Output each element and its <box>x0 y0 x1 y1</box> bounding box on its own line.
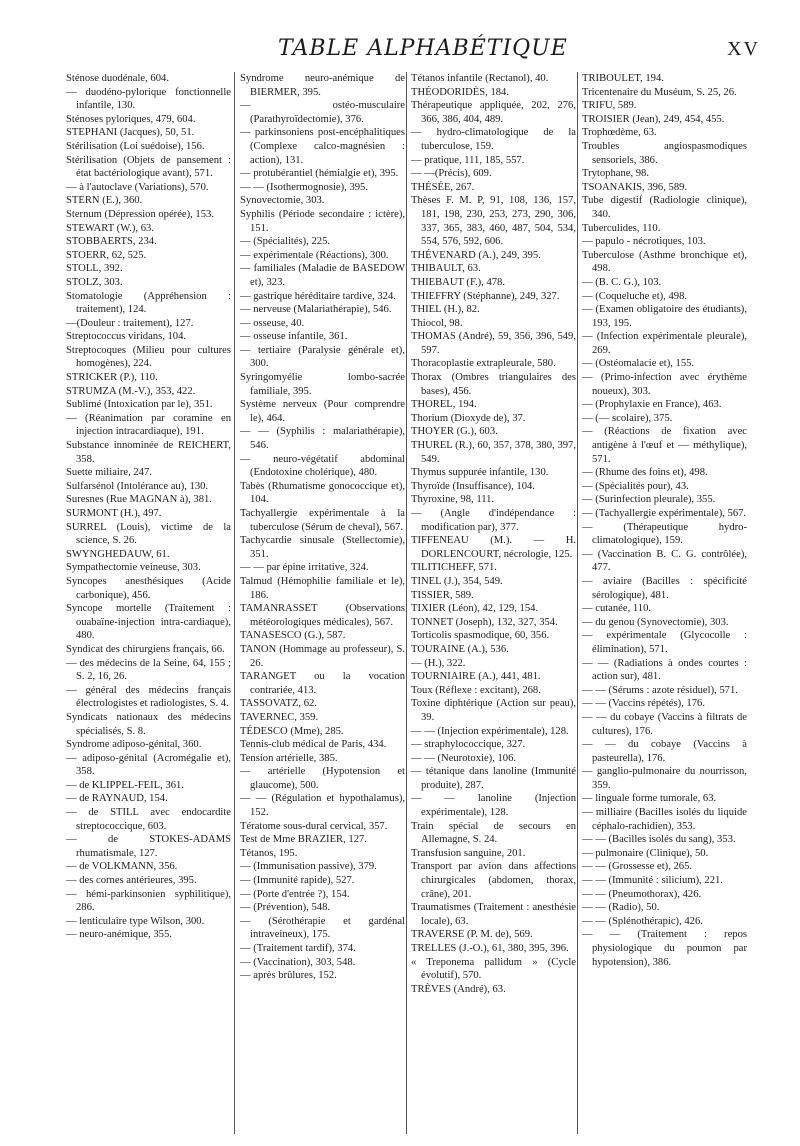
index-entry: THÉODORIDÈS, 184. <box>411 86 509 98</box>
index-entry: Tricentenaire du Muséum, S. 25, 26. <box>582 86 737 98</box>
index-entry: — (Réanimation par coramine en injection intracardiaque), 191. <box>66 412 231 438</box>
column-divider <box>577 72 578 1134</box>
index-entry: TOURNIAIRE (A.), 441, 481. <box>411 671 541 683</box>
index-entry: — — du cobaye (Vaccins à pasteurella), 176. <box>582 739 747 764</box>
index-entry: — — (Isothermognosie), 395. <box>240 181 368 193</box>
index-entry: Train spécial de secours en Allemagne, S. 24. <box>411 820 576 846</box>
index-entry: STEPHANI (Jacques), 50, 51. <box>66 127 195 139</box>
index-entry: — (Immunité rapide), 527. <box>240 875 355 887</box>
index-entry: Système nerveux (Pour comprendre le), 464. <box>240 399 405 424</box>
index-entry: STRICKER (P.), 110. <box>66 372 158 384</box>
index-entry: — parkinsoniens post-encéphalitiques (Complexe calco-magnésien : action), 131. <box>240 127 405 166</box>
index-entry: TRELLES (J.-O.), 61, 380, 395, 396. <box>411 943 569 954</box>
index-entry: — — (Traitement : repos physiologique du poumon par hypotension), 386. <box>582 929 747 968</box>
index-entry: Tétanos infantile (Rectanol), 40. <box>411 73 549 84</box>
index-entry: TIFFENEAU (M.). — H. DORLENCOURT, nécrologie, 125. <box>411 535 576 560</box>
index-entry: — linguale forme tumorale, 63. <box>582 793 717 805</box>
index-entry: TIXIER (Léon), 42, 129, 154. <box>411 603 539 615</box>
index-entry: — straphylococcique, 327. <box>411 739 526 751</box>
index-entry: — (Porte d'entrée ?), 154. <box>240 888 350 900</box>
index-entry: — expérimentale (Réactions), 300. <box>240 249 389 261</box>
index-entry: — cutanée, 110. <box>582 603 652 615</box>
index-entry: — de STOKES-ADAMS rhumatismale, 127. <box>66 834 231 859</box>
index-entry: — — (Radio), 50. <box>582 902 660 914</box>
index-entry: THUREL (R.), 60, 357, 378, 380, 397, 549. <box>411 440 576 465</box>
index-entry: Tabès (Rhumatisme gonococcique et), 104. <box>240 480 405 506</box>
index-entry: Thymus suppurée infantile, 130. <box>411 467 549 479</box>
index-entry: THOYER (G.), 603. <box>411 426 498 438</box>
column-divider <box>234 72 235 1134</box>
index-entry: Streptocoques (Milieu pour cultures homogènes), 224. <box>66 344 231 370</box>
index-entry: — ostéo-musculaire (Parathyroïdectomie), 376. <box>240 100 405 125</box>
index-entry: Syndrome adiposo-génital, 360. <box>66 739 202 751</box>
index-entry: — gastrique héréditaire tardive, 324. <box>240 290 396 302</box>
index-entry: —(Douleur : traitement), 127. <box>66 317 194 329</box>
page-header <box>0 36 800 66</box>
index-entry: — familiales (Maladie de BASEDOW et), 323. <box>240 263 405 288</box>
index-column-3 <box>411 72 576 1142</box>
column-divider <box>406 72 407 1134</box>
index-entry: Toxine diphtérique (Action sur peau), 39. <box>411 698 576 723</box>
index-entry: THÉSÉE, 267. <box>411 181 475 193</box>
index-entry: THIBAULT, 63. <box>411 263 481 275</box>
index-entry: — (— scolaire), 375. <box>582 412 673 424</box>
index-entry: STOERR, 62, 525. <box>66 249 147 261</box>
index-entry: — — (Neurotoxie), 106. <box>411 752 517 764</box>
index-entry: — — (Radiations à ondes courtes : action sur), 481. <box>582 657 747 683</box>
index-entry: — — (Pneumothorax), 426. <box>582 888 702 900</box>
index-entry: — — (Injection expérimentale), 128. <box>411 725 569 737</box>
index-entry: — (Primo-infection avec érythème noueux), 303. <box>582 372 747 397</box>
index-entry: Thiocol, 98. <box>411 317 463 329</box>
index-entry: Torticolis spasmodique, 60, 356. <box>411 630 550 642</box>
index-entry: — — du cobaye (Vaccins à filtrats de cultures), 176. <box>582 711 747 737</box>
index-entry: Suette miliaire, 247. <box>66 467 152 479</box>
index-entry: Suresnes (Rue MAGNAN à), 381. <box>66 494 212 506</box>
index-entry: — (Tachyallergie expérimentale), 567. <box>582 508 747 519</box>
index-entry: Tétanos, 195. <box>240 847 298 859</box>
index-entry: — pulmonaire (Clinique), 50. <box>582 847 709 859</box>
index-entry: Traumatismes (Traitement : anesthésie locale), 63. <box>411 902 576 927</box>
index-entry: TRIFU, 589. <box>582 100 637 112</box>
index-entry: — — par épine irritative, 324. <box>240 562 369 574</box>
index-entry: THIEFFRY (Stéphanne), 249, 327. <box>411 290 560 302</box>
index-entry: — — (Grossesse et), 265. <box>582 861 693 873</box>
index-entry: TRÈVES (André), 63. <box>411 983 506 995</box>
index-entry: TOURAINE (A.), 536. <box>411 643 509 655</box>
index-entry: — (B. C. G.), 103. <box>582 276 662 288</box>
index-entry: SURREL (Louis), victime de la science, S. 26. <box>66 521 231 547</box>
index-entry: — — (Bacilles isolés du sang), 353. <box>582 834 736 846</box>
index-entry: — de STILL avec endocardite streptococcique, 603. <box>66 807 231 832</box>
index-entry: Syndrome neuro-anémique de BIERMER, 395. <box>240 73 405 98</box>
index-entry: TINEL (J.), 354, 549. <box>411 575 503 587</box>
index-entry: — protubérantiel (hémialgie et), 395. <box>240 168 399 180</box>
index-entry: — papulo - nécrotiques, 103. <box>582 236 706 248</box>
index-entry: Tachycardie sinusale (Stellectomie), 351. <box>240 535 405 560</box>
index-entry: — (Vaccination), 303, 548. <box>240 956 356 968</box>
index-entry: Streptococcus viridans, 104. <box>66 331 187 343</box>
index-entry: Thèses F. M. P, 91, 108, 136, 157, 181, 198, 230, 253, 273, 290, 306, 337, 365, 383, 460, 487, 504, 534, 554, 576, 592, 606. <box>411 195 576 248</box>
index-entry: Tératome sous-dural cervical, 357. <box>240 820 388 832</box>
index-entry: — (Réactions de fixation avec antigène à l'œuf et — méthylique), 571. <box>582 426 747 465</box>
index-entry: Thérapeutique appliquée, 202, 276, 366, 386, 404, 489. <box>411 100 576 125</box>
index-entry: Stérilisation (Loi suédoise), 156. <box>66 140 205 152</box>
index-entry: — — (Vaccins répétés), 176. <box>582 698 705 710</box>
index-entry: Test de Mme BRAZIER, 127. <box>240 834 367 846</box>
index-entry: Syndicat des chirurgiens français, 66. <box>66 643 225 655</box>
index-entry: TASSOVATZ, 62. <box>240 698 317 710</box>
index-entry: STOLL, 392. <box>66 263 123 275</box>
index-entry: Tuberculides, 110. <box>582 222 661 234</box>
index-entry: — (Angle d'indépendance : modification par), 377. <box>411 508 576 533</box>
index-entry: TÉDESCO (Mme), 285. <box>240 725 344 737</box>
index-entry: Troubles angiospasmodiques sensoriels, 386. <box>582 140 747 166</box>
index-entry: Thoracoplastie extrapleurale, 580. <box>411 358 556 370</box>
index-entry: Syncope mortelle (Traitement : ouabaïne-injection intra-cardiaque), 480. <box>66 603 231 642</box>
index-entry: Tuberculose (Asthme bronchique et), 498. <box>582 249 747 275</box>
index-entry: — —(Précis), 609. <box>411 168 492 180</box>
index-entry: Toux (Réflexe : excitant), 268. <box>411 684 541 696</box>
index-entry: — — (Régulation et hypothalamus), 152. <box>240 793 405 819</box>
index-column-2 <box>240 72 405 1142</box>
index-entry: — (Examen obligatoire des étudiants), 193, 195. <box>582 304 747 329</box>
index-entry: Trytophane, 98. <box>582 168 649 180</box>
index-entry: — (Sérothérapie et gardénal intraveineux), 175. <box>240 915 405 941</box>
index-entry: TISSIER, 589. <box>411 589 474 601</box>
index-entry: — de VOLKMANN, 356. <box>66 861 178 873</box>
index-entry: THIEBAUT (F.), 478. <box>411 276 505 288</box>
index-entry: « Treponema pallidum » (Cycle évolutif), 570. <box>411 956 576 982</box>
index-entry: — duodéno-pylorique fonctionnelle infantile, 130. <box>66 86 231 112</box>
index-entry: — pratique, 111, 185, 557. <box>411 154 525 166</box>
index-entry: Tachyallergie expérimentale à la tuberculose (Sérum de cheval), 567. <box>240 508 405 533</box>
index-column-4 <box>582 72 747 1142</box>
index-entry: STOBBAERTS, 234. <box>66 236 157 248</box>
index-entry: Sympathectomie veineuse, 303. <box>66 562 201 574</box>
index-entry: — — (Immunité : silicium), 221. <box>582 875 723 887</box>
index-entry: TSOANAKIS, 396, 589. <box>582 181 688 193</box>
index-entry: — tertiaire (Paralysie générale et), 300. <box>240 344 405 370</box>
index-entry: Transport par avion dans affections chirurgicales (abdomen, thorax, crâne), 201. <box>411 861 576 900</box>
index-entry: — osseuse infantile, 361. <box>240 331 348 343</box>
index-entry: THOMAS (André), 59, 356, 396, 549, 597. <box>411 331 576 356</box>
index-entry: TRAVERSE (P. M. de), 569. <box>411 929 533 941</box>
index-entry: THIEL (H.), 82. <box>411 304 480 316</box>
index-entry: Syringomyélie lombo-sacrée familiale, 395. <box>240 372 405 397</box>
index-entry: TANON (Hommage au professeur), S. 26. <box>240 643 405 669</box>
index-entry: THOREL, 194. <box>411 399 477 411</box>
index-entry: — à l'autoclave (Variations), 570. <box>66 181 209 193</box>
index-entry: — aviaire (Bacilles : spécificité sérologique), 481. <box>582 575 747 601</box>
index-entry: — (Rhume des foins et), 498. <box>582 467 708 479</box>
index-entry: Tube digestif (Radiologie clinique), 340. <box>582 195 747 220</box>
index-entry: — neuro-végétatif abdominal (Endotoxine cholérique), 480. <box>240 453 405 479</box>
index-entry: Thyroxine, 98, 111. <box>411 494 495 506</box>
index-entry: Syndicats nationaux des médecins spécialisés, S. 8. <box>66 711 231 737</box>
index-entry: Thorax (Ombres triangulaires des bases), 456. <box>411 372 576 397</box>
index-entry: — (Infection expérimentale pleurale), 269. <box>582 331 747 356</box>
index-entry: — (Spécialités), 225. <box>240 236 331 248</box>
index-entry: Tennis-club médical de Paris, 434. <box>240 739 387 751</box>
index-entry: Thyroïde (Insuffisance), 104. <box>411 480 535 492</box>
index-entry: — tétanique dans lanoline (Immunité produite), 287. <box>411 766 576 791</box>
index-entry: — (Thérapeutique hydro-climatologique), 159. <box>582 521 747 547</box>
index-entry: — ganglio-pulmonaire du nourrisson, 359. <box>582 766 747 791</box>
index-entry: Stérilisation (Objets de pansement : état bactériologique avant), 571. <box>66 154 231 180</box>
index-entry: Sternum (Dépression opérée), 153. <box>66 208 214 220</box>
index-entry: — général des médecins français électrologistes et radiologistes, S. 4. <box>66 684 231 710</box>
index-entry: Tension artérielle, 385. <box>240 752 338 764</box>
index-entry: — lenticulaire type Wilson, 300. <box>66 915 205 927</box>
index-entry: — neuro-anémique, 355. <box>66 929 172 941</box>
index-entry: TARANGET ou la vocation contrariée, 413. <box>240 671 405 696</box>
index-entry: Talmud (Hémophilie familiale et le), 186. <box>240 575 405 601</box>
index-entry: Syphilis (Période secondaire : ictère), 151. <box>240 208 405 234</box>
index-column-1 <box>66 72 231 1142</box>
index-entry: — (Traitement tardif), 374. <box>240 943 356 954</box>
index-entry: — (Prophylaxie en France), 463. <box>582 399 722 411</box>
index-entry: — (Immunisation passive), 379. <box>240 861 377 873</box>
index-entry: — — (Sérums : azote résiduel), 571. <box>582 684 738 696</box>
index-entry: — adiposo-génital (Acromégalie et), 358. <box>66 752 231 778</box>
index-entry: SURMONT (H.), 497. <box>66 508 162 519</box>
index-entry: Syncopes anesthésiques (Acide carbonique), 456. <box>66 575 231 601</box>
index-entry: STRUMZA (M.-V.), 353, 422. <box>66 385 196 397</box>
index-entry: — expérimentale (Glycocolle : élimination), 571. <box>582 630 747 655</box>
index-entry: Sténoses pyloriques, 479, 604. <box>66 113 196 125</box>
index-entry: Substance innominée de REICHERT, 358. <box>66 440 231 465</box>
index-entry: — (Spécialités pour), 43. <box>582 480 689 492</box>
index-entry: STOLZ, 303. <box>66 276 123 288</box>
index-entry: TAVERNEC, 359. <box>240 711 319 723</box>
index-entry: — hydro-climatologique de la tuberculose, 159. <box>411 127 576 152</box>
index-entry: — nerveuse (Malariathérapie), 546. <box>240 304 392 316</box>
index-entry: TRIBOULET, 194. <box>582 73 664 84</box>
index-entry: Sténose duodénale, 604. <box>66 73 169 84</box>
index-entry: TILITICHEFF, 571. <box>411 562 497 574</box>
index-entry: SWYNGHEDAUW, 61. <box>66 548 170 560</box>
index-entry: Trophœdème, 63. <box>582 127 657 139</box>
index-entry: Transfusion sanguine, 201. <box>411 847 526 859</box>
index-entry: TAMANRASSET (Observations météorologiques médicales), 567. <box>240 603 405 628</box>
index-entry: — (Ostéomalacie et), 155. <box>582 358 695 370</box>
index-entry: — après brûlures, 152. <box>240 970 337 982</box>
index-entry: Sulfarsénol (Intolérance au), 130. <box>66 480 209 492</box>
index-entry: TROISIER (Jean), 249, 454, 455. <box>582 113 725 125</box>
index-entry: — — (Syphilis : malariathérapie), 546. <box>240 426 405 452</box>
index-entry: — du genou (Synovectomie), 303. <box>582 616 729 628</box>
index-entry: — (Surinfection pleurale), 355. <box>582 494 716 506</box>
index-entry: Synovectomie, 303. <box>240 195 325 207</box>
index-entry: — artérielle (Hypotension et glaucome), 500. <box>240 766 405 791</box>
index-entry: — osseuse, 40. <box>240 317 305 329</box>
index-entry: — (H.), 322. <box>411 657 466 669</box>
index-entry: — — (Splénothérapic), 426. <box>582 915 703 927</box>
index-entry: — de RAYNAUD, 154. <box>66 793 168 805</box>
index-entry: — (Vaccination B. C. G. contrôlée), 477. <box>582 548 747 574</box>
index-entry: STERN (E.), 360. <box>66 195 143 207</box>
index-entry: — (Prévention), 548. <box>240 902 331 914</box>
index-entry: — milliaire (Bacilles isolés du liquide céphalo-rachidien), 353. <box>582 807 747 832</box>
index-entry: TONNET (Joseph), 132, 327, 354. <box>411 616 558 628</box>
index-entry: — — lanoline (Injection expérimentale), 128. <box>411 793 576 819</box>
index-entry: Thorium (Dioxyde de), 37. <box>411 412 526 424</box>
page-title: TABLE ALPHABÉTIQUE <box>278 36 568 61</box>
index-entry: THÉVENARD (A.), 249, 395. <box>411 249 541 261</box>
index-entry: TANASESCO (G.), 587. <box>240 630 346 642</box>
index-entry: Sublimé (Intoxication par le), 351. <box>66 399 213 411</box>
index-entry: — des cornes antérieures, 395. <box>66 875 197 887</box>
index-entry: — de KLIPPEL-FEIL, 361. <box>66 779 184 791</box>
index-entry: — (Coqueluche et), 498. <box>582 290 688 302</box>
index-entry: — hémi-parkinsonien syphilitique), 286. <box>66 888 231 914</box>
index-entry: Stomatologie (Appréhension : traitement), 124. <box>66 290 231 316</box>
page-number: XV <box>727 38 760 60</box>
index-entry: STEWART (W.), 63. <box>66 222 154 234</box>
index-entry: — des médecins de la Seine, 64, 155 ; S. 2, 16, 26. <box>66 657 231 683</box>
